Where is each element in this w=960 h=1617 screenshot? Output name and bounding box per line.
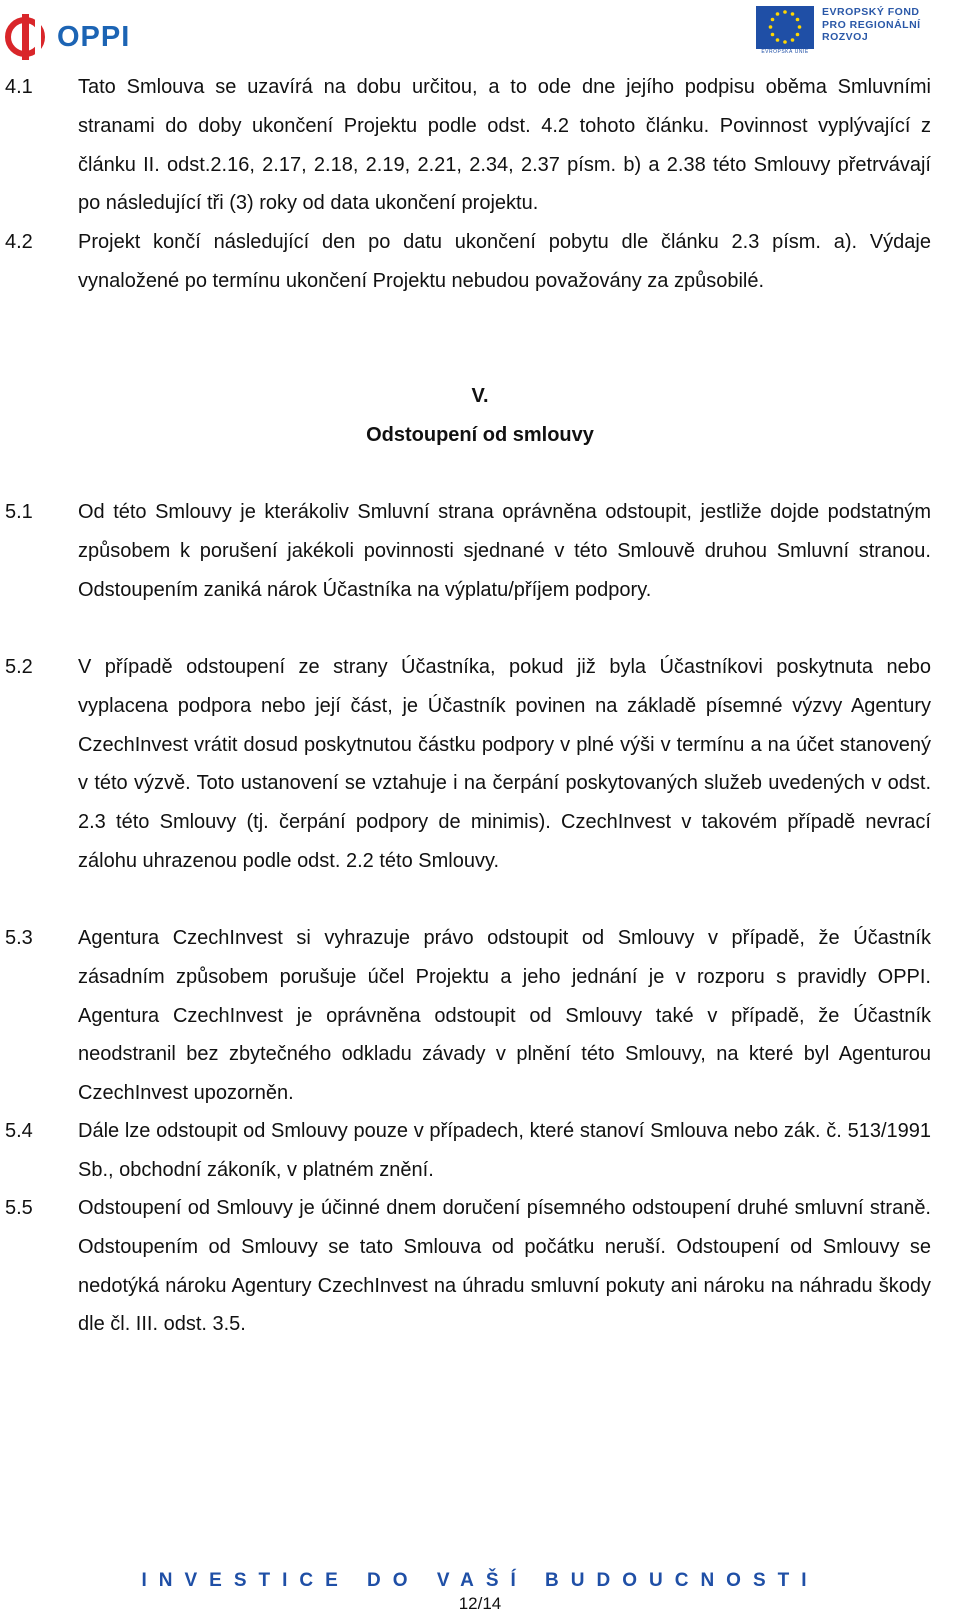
paragraph-text: V případě odstoupení ze strany Účastníka, pokud již byla Účastníkovi poskytnuta nebo vyplacena podpora nebo její část, je Účastník povinen na základě písemné výzvy Agentury CzechInvest vrátit dosud poskytnutou částku podpory v plné výši v termínu a na účet stanovený v této výzvě. Toto ustanovení se vztahuje i na čerpání poskytovaných služeb uvedených v odst. 2.3 této Smlouvy (tj. čerpání podpory de minimis). CzechInvest v takovém případě nevrací zálohu uhrazenou podle odst. 2.2 této Smlouvy. — [78, 656, 931, 872]
eu-flag-caption: EVROPSKÁ UNIE — [756, 49, 814, 55]
oppi-logo — [5, 12, 130, 62]
paragraph-number: 5.1 — [5, 501, 33, 523]
oppi-logo-icon — [5, 12, 49, 62]
paragraph-text: Projekt končí následující den po datu ukončení pobytu dle článku 2.3 písm. a). Výdaje vynaložené po termínu ukončení Projektu nebudou považovány za způsobilé. — [78, 231, 931, 292]
paragraph-text: Od této Smlouvy je kterákoliv Smluvní strana oprávněna odstoupit, jestliže dojde podstatným způsobem k porušení jakékoli povinnosti sjednané v této Smlouvě druhou Smluvní stranou. Odstoupením zaniká nárok Účastníka na výplatu/příjem podpory. — [78, 501, 931, 601]
oppi-logo-text: OPPI — [57, 20, 131, 53]
eu-fund-text — [822, 6, 921, 44]
paragraph-number: 5.5 — [5, 1197, 33, 1219]
eu-fund-line-2: PRO REGIONÁLNÍ — [822, 18, 921, 31]
section-number: V. — [471, 385, 489, 407]
eu-fund-line-1: EVROPSKÝ FOND — [822, 6, 920, 18]
paragraph-text: Dále lze odstoupit od Smlouvy pouze v případech, které stanoví Smlouva nebo zák. č. 513/1991 Sb., obchodní zákoník, v platném znění. — [78, 1120, 931, 1181]
footer-motto: INVESTICE DO VAŠÍ BUDOUCNOSTI — [141, 1570, 819, 1591]
paragraph-number: 4.1 — [5, 76, 33, 98]
eu-regional-fund-logo — [756, 6, 952, 56]
paragraph-number: 4.2 — [5, 231, 33, 253]
eu-fund-line-3: ROZVOJ — [822, 31, 869, 43]
paragraph-text: Agentura CzechInvest si vyhrazuje právo odstoupit od Smlouvy v případě, že Účastník zásadním způsobem porušuje účel Projektu a jeho jednání je v rozporu s pravidly OPPI. Agentura CzechInvest je oprávněna odstoupit od Smlouvy také v případě, že Účastník neodstranil bez zbytečného odkladu závady v plnění této Smlouvy, na které byl Agenturou CzechInvest upozorněn. — [78, 927, 931, 1105]
page-number: 12/14 — [458, 1594, 502, 1613]
paragraph-text: Odstoupení od Smlouvy je účinné dnem doručení písemného odstoupení druhé smluvní straně. Odstoupením od Smlouvy se tato Smlouva od počátku neruší. Odstoupení od Smlouvy se nedotýká nároku Agentury CzechInvest na úhradu smluvní pokuty ani nároku na náhradu škody dle čl. III. odst. 3.5. — [78, 1197, 931, 1336]
paragraph-number: 5.4 — [5, 1120, 33, 1142]
eu-flag-icon — [756, 6, 814, 54]
paragraph-number: 5.3 — [5, 927, 33, 949]
section-title: Odstoupení od smlouvy — [366, 424, 594, 446]
paragraph-number: 5.2 — [5, 656, 33, 678]
paragraph-text: Tato Smlouva se uzavírá na dobu určitou, a to ode dne jejího podpisu oběma Smluvními stranami do doby ukončení Projektu podle odst. 4.2 tohoto článku. Povinnost vyplývající z článku II. odst.2.16, 2.17, 2.18, 2.19, 2.21, 2.34, 2.37 písm. b) a 2.38 této Smlouvy přetrvávají po následující tři (3) roky od data ukončení projektu. — [78, 76, 931, 215]
